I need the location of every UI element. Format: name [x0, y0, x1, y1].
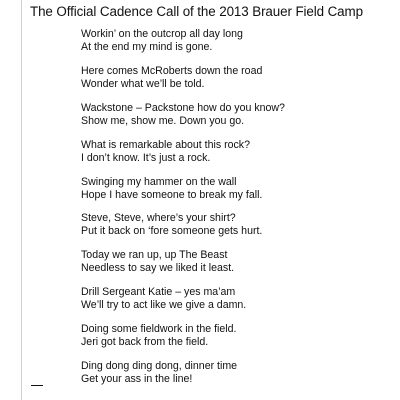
verse-line: Wonder what we’ll be told. — [81, 77, 205, 90]
verse-line: At the end my mind is gone. — [81, 41, 213, 54]
stanza — [81, 28, 381, 54]
verse-line: Ding dong ding dong, dinner time — [81, 359, 238, 372]
stanza — [81, 323, 381, 349]
stanza — [81, 102, 381, 128]
verse-line: What is remarkable about this rock? — [81, 138, 250, 151]
verse-line: Here comes McRoberts down the road — [81, 64, 263, 77]
page-title: The Official Cadence Call of the 2013 Brauer Field Camp — [30, 4, 363, 19]
verse-line: Swinging my hammer on the wall — [81, 175, 237, 188]
stanza — [81, 249, 381, 275]
cadence-stanzas — [81, 28, 381, 397]
verse-line: Doing some fieldwork in the field. — [81, 323, 237, 335]
verse-line: We’ll try to act like we give a damn. — [81, 299, 247, 312]
stanza — [81, 65, 381, 91]
verse-line: Get your ass in the line! — [81, 372, 193, 385]
stanza — [81, 286, 381, 312]
verse-line: I don’t know. It’s just a rock. — [81, 151, 211, 164]
stanza — [81, 212, 381, 238]
verse-line: Hope I have someone to break my fall. — [81, 188, 263, 201]
verse-line: Today we ran up, up The Beast — [81, 249, 228, 262]
page-left-edge — [21, 0, 22, 400]
verse-line: Put it back on ‘fore someone gets hurt. — [81, 225, 263, 238]
stanza — [81, 139, 381, 165]
verse-line: Workin’ on the outcrop all day long — [81, 28, 243, 40]
verse-line: Wackstone – Packstone how do you know? — [81, 101, 285, 114]
verse-line: Needless to say we liked it least. — [81, 262, 235, 275]
verse-line: Drill Sergeant Katie – yes ma’am — [81, 286, 236, 299]
verse-line: Show me, show me. Down you go. — [81, 114, 245, 127]
verse-line: Jeri got back from the field. — [81, 336, 209, 349]
stanza — [81, 360, 381, 386]
text-cursor-dash — [31, 385, 43, 386]
stanza — [81, 176, 381, 202]
verse-line: Steve, Steve, where’s your shirt? — [81, 212, 236, 225]
